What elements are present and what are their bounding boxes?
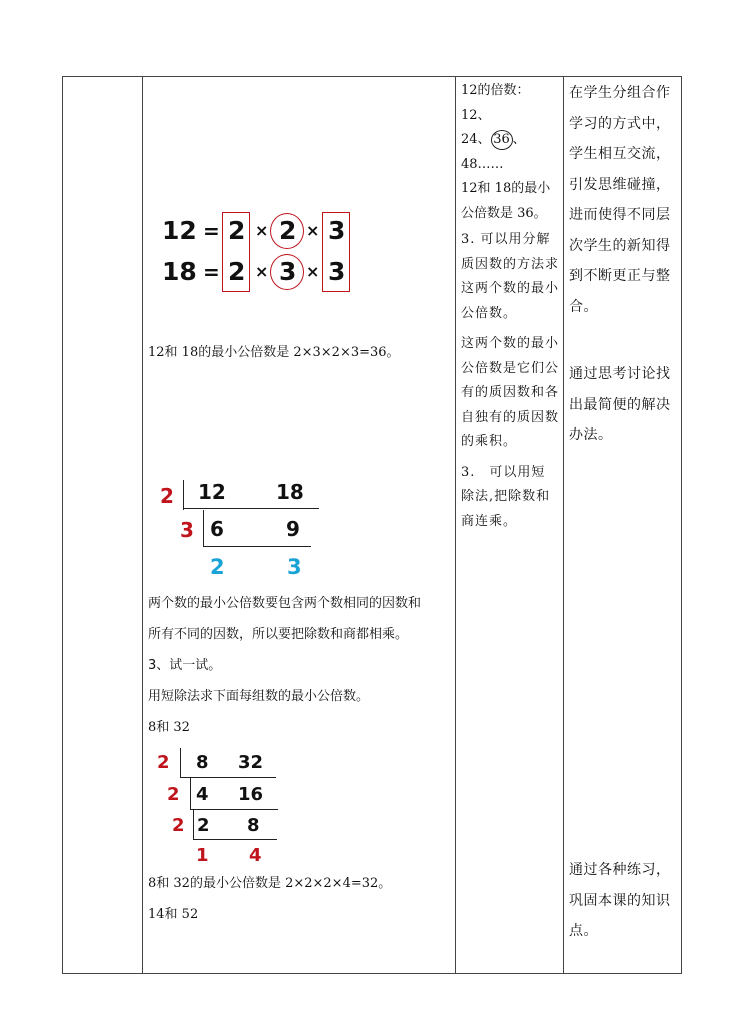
division-line — [183, 508, 319, 509]
factor: 3 — [328, 216, 346, 245]
division-bar — [180, 748, 181, 778]
divisor: 2 — [172, 815, 185, 836]
pair-1-label: 8和 32 — [148, 720, 190, 735]
equals-sign: = — [203, 260, 220, 284]
quotient: 6 — [210, 517, 224, 541]
multiples-line: 12的倍数：12、 — [461, 83, 530, 123]
lcm-result-text: 12和 18的最小公倍数是 2×3×2×3=36。 — [148, 345, 400, 360]
quotient: 16 — [238, 784, 264, 805]
divisor: 2 — [160, 484, 174, 508]
factor: 2 — [228, 216, 246, 245]
dividend: 12 — [198, 480, 226, 504]
try-heading: 3、试一试。 — [148, 658, 222, 673]
factor: 3 — [279, 257, 297, 286]
answer-1-text: 8和 32的最小公倍数是 2×2×2×4=32。 — [148, 876, 392, 891]
design-note-1: 在学生分组合作学习的方式中，学生相互交流，引发思维碰撞，进而使得不同层次学生的新知得到不断更正与整合。 — [569, 85, 671, 315]
step-3b-text: 3. 可以用短除法,把除数和商连乘。 — [461, 464, 551, 529]
final-quotient: 4 — [249, 845, 262, 866]
final-quotient: 2 — [210, 555, 225, 579]
division-line — [203, 546, 311, 547]
pair-2-label: 14和 52 — [148, 907, 199, 922]
divisor: 3 — [180, 518, 194, 542]
division-bar — [203, 510, 204, 547]
lcm-line-1: 12和 18的最小 — [461, 181, 551, 196]
column-divider — [142, 77, 143, 973]
times-sign: × — [255, 262, 269, 281]
division-line — [190, 809, 278, 810]
equals-sign: = — [203, 219, 220, 243]
column-divider — [563, 77, 564, 973]
explain-text: 这两个数的最小公倍数是它们公有的质因数和各自独有的质因数的乘积。 — [461, 336, 560, 449]
times-sign: × — [255, 221, 269, 240]
quotient: 8 — [247, 815, 260, 836]
design-note-3: 通过各种练习，巩固本课的知识点。 — [569, 862, 671, 939]
instruction-text: 用短除法求下面每组数的最小公倍数。 — [148, 689, 370, 704]
dividend: 32 — [238, 752, 264, 773]
division-bar — [183, 480, 184, 510]
dividend: 8 — [196, 752, 209, 773]
factor: 3 — [328, 257, 346, 286]
times-sign: × — [306, 221, 320, 240]
step-3-text: 3. 可以用分解质因数的方法求这两个数的最小公倍数。 — [461, 232, 560, 321]
divisor: 2 — [167, 784, 180, 805]
quotient: 2 — [197, 815, 210, 836]
number-18: 18 — [162, 257, 197, 286]
division-bar — [190, 778, 191, 810]
factor: 2 — [279, 216, 297, 245]
design-note-2: 通过思考讨论找出最简便的解决办法。 — [569, 366, 671, 443]
dividend: 18 — [276, 480, 304, 504]
explain-line-1: 两个数的最小公倍数要包含两个数相同的因数和 — [148, 596, 422, 611]
explain-line-2: 所有不同的因数，所以要把除数和商都相乘。 — [148, 627, 409, 642]
division-line — [193, 839, 277, 840]
times-sign: × — [306, 262, 320, 281]
division-line — [180, 777, 276, 778]
column-divider — [455, 77, 456, 973]
circled-36: 36 — [491, 130, 513, 150]
quotient: 9 — [286, 517, 300, 541]
quotient: 4 — [196, 784, 209, 805]
final-quotient: 1 — [196, 845, 209, 866]
final-quotient: 3 — [287, 555, 302, 579]
factor: 2 — [228, 257, 246, 286]
multiples-line-2: 24、 36 、48…… — [461, 132, 526, 172]
division-bar — [193, 810, 194, 840]
activity-column — [461, 79, 559, 534]
divisor: 2 — [157, 752, 170, 773]
number-12: 12 — [162, 216, 197, 245]
lcm-line-2: 公倍数是 36。 — [461, 205, 547, 221]
